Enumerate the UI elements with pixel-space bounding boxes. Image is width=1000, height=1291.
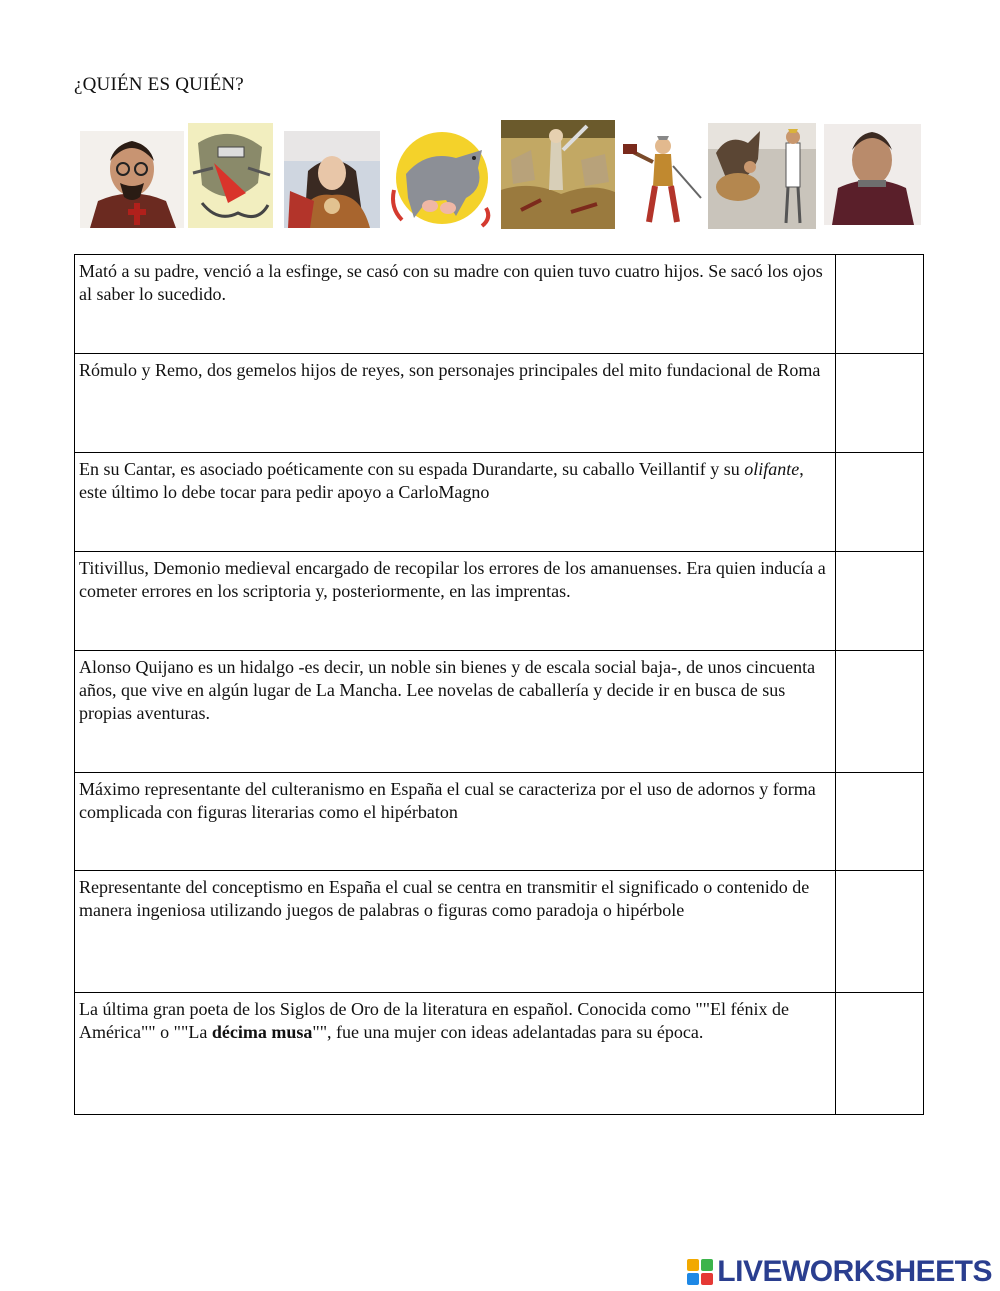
table-row [75,453,924,552]
clue-emphasis: olifante [744,459,800,479]
logo-square [687,1259,699,1271]
wolf-twins-image [386,128,498,228]
clue-text: En su Cantar, es asociado poéticamente con su espada Durandarte, su caballo Veillantif y su [79,459,745,479]
table-row [75,354,924,453]
table-row [75,993,924,1115]
clue-cell [75,871,836,993]
logo-square [687,1273,699,1285]
table-row [75,552,924,651]
clue-text: Alonso Quijano es un hidalgo -es decir, un noble sin bienes y de escala social baja-, de unos cincuenta años, que vive en algún lugar de La Mancha. Lee novelas de caballería y decide ir en busca de sus propias aventuras. [79,657,816,723]
clue-cell [75,255,836,354]
answer-cell[interactable] [836,453,924,552]
clue-text: "", fue una mujer con ideas adelantadas para su época. [312,1022,704,1042]
table-row [75,651,924,773]
clue-text: , este último lo debe tocar para pedir apoyo a CarloMagno [79,459,804,502]
logo-square [701,1273,713,1285]
page-title: ¿QUIÉN ES QUIÉN? [74,74,244,95]
roland-battle-image [501,120,615,229]
don-quijote-image [619,132,706,228]
sor-juana-portrait-image [284,131,380,228]
gongora-portrait-image [824,124,921,225]
clue-cell [75,993,836,1115]
clue-cell [75,354,836,453]
clue-text: Representante del conceptismo en España el cual se centra en transmitir el significado o contenido de manera ingeniosa utilizando juegos de palabras o figuras como paradoja o hipérbole [79,877,810,920]
clue-text: Rómulo y Remo, dos gemelos hijos de reyes, son personajes principales del mito fundacional de Roma [79,360,821,380]
table-row [75,871,924,993]
logo-mark-icon [687,1259,713,1285]
titivillus-demon-image [188,123,273,228]
table-row [75,255,924,354]
table-row [75,773,924,871]
quevedo-portrait-image [80,131,184,228]
answer-cell[interactable] [836,871,924,993]
answer-cell[interactable] [836,354,924,453]
logo-text: LIVEWORKSHEETS [717,1255,992,1288]
clue-cell [75,552,836,651]
answer-cell[interactable] [836,255,924,354]
liveworksheets-logo [687,1255,992,1289]
answer-cell[interactable] [836,651,924,773]
matching-table [74,254,924,1115]
clue-text: La última gran poeta de los Siglos de Oro de la literatura en español. Conocida como ""El fénix de América"" o ""La [79,999,789,1042]
clue-text: Mató a su padre, venció a la esfinge, se casó con su madre con quien tuvo cuatro hijos. Se sacó los ojos al saber lo sucedido. [79,261,823,304]
logo-square [701,1259,713,1271]
answer-cell[interactable] [836,552,924,651]
clue-cell [75,453,836,552]
clue-cell [75,651,836,773]
oedipus-sphinx-image [708,123,816,229]
answer-cell[interactable] [836,993,924,1115]
clue-cell [75,773,836,871]
clue-text: Máximo representante del culteranismo en España el cual se caracteriza por el uso de adornos y forma complicada con figuras literarias como el hipérbaton [79,779,816,822]
clue-text: Titivillus, Demonio medieval encargado de recopilar los errores de los amanuenses. Era quien inducía a cometer errores en los scriptoria y, posteriormente, en las imprentas. [79,558,826,601]
clue-emphasis: décima musa [211,1022,313,1042]
answer-cell[interactable] [836,773,924,871]
